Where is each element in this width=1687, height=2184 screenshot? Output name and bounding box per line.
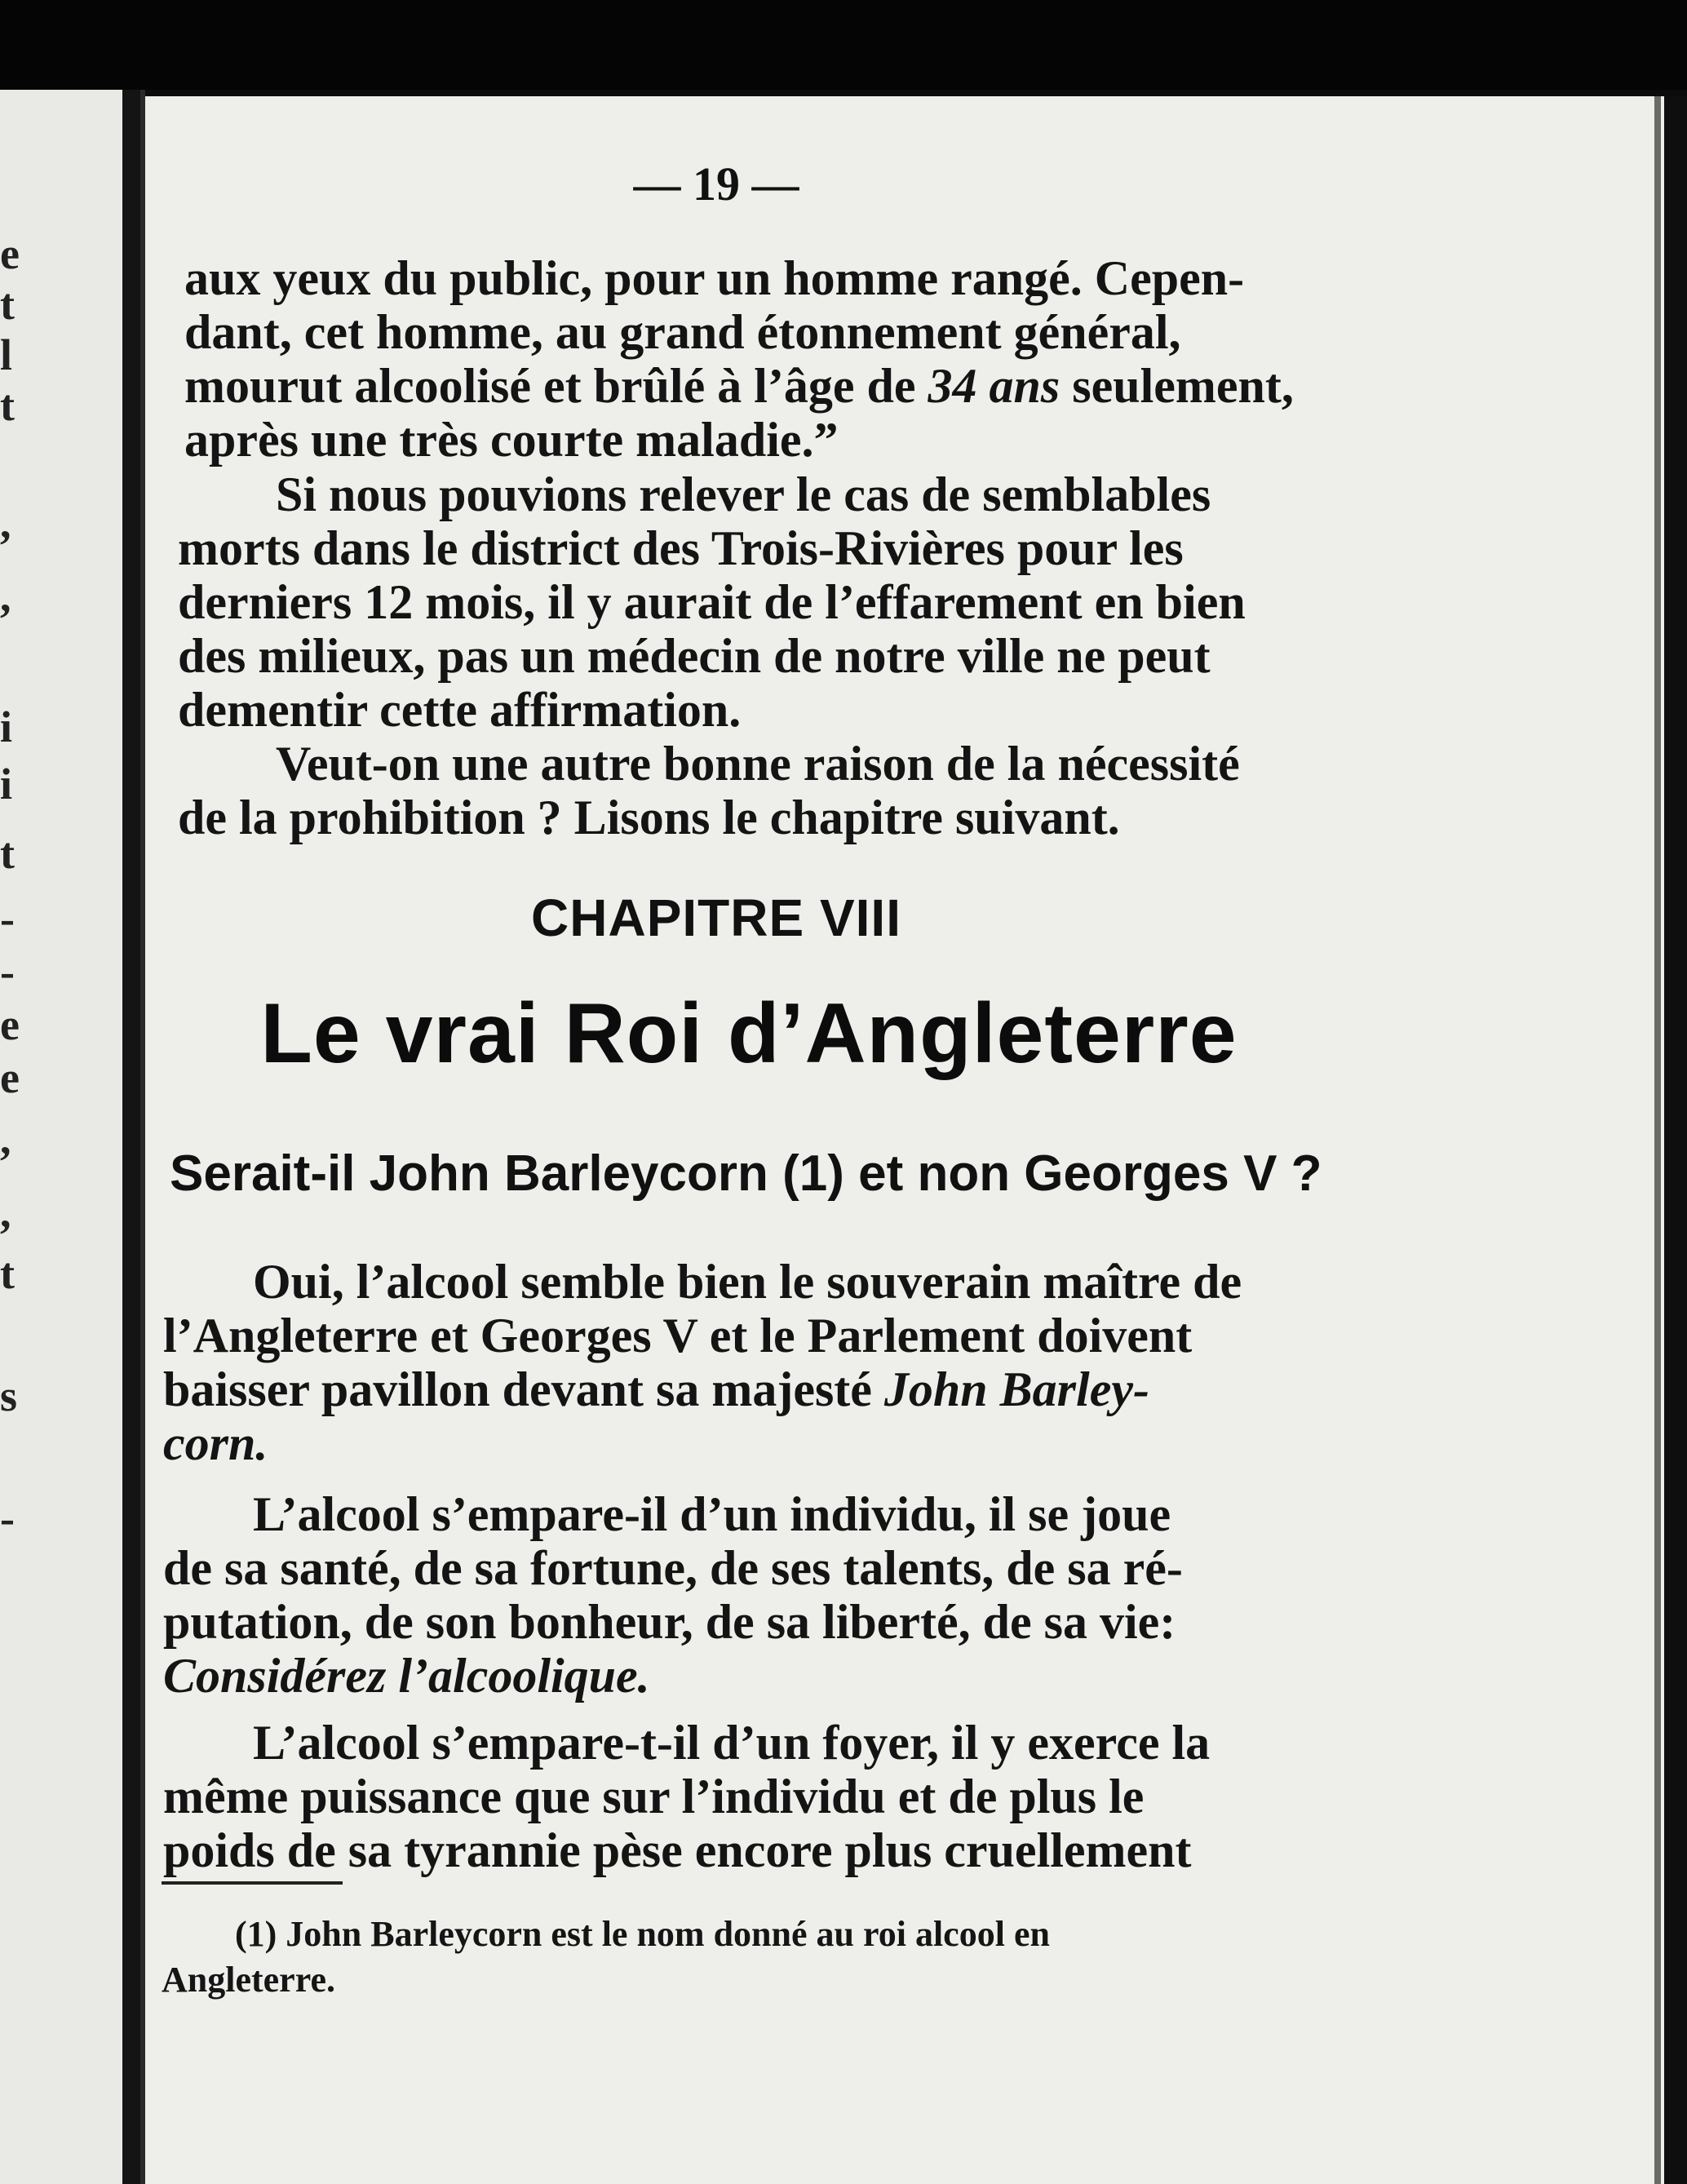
- emphasis-text: 34 ans: [928, 359, 1060, 413]
- adjacent-page-fragment: ,: [0, 1114, 11, 1163]
- footnote: [162, 1912, 1050, 2003]
- text-line: poids de sa tyrannie pèse encore plus cruellement: [163, 1823, 1192, 1877]
- adjacent-page-fragment: t: [0, 280, 15, 329]
- text-run: baisser pavillon devant sa majesté: [163, 1362, 884, 1416]
- adjacent-page-fragment: e: [0, 1000, 20, 1049]
- text-line: des milieux, pas un médecin de notre ville ne peut: [178, 629, 1211, 683]
- footnote-line: (1) John Barleycorn est le nom donné au roi alcool en: [235, 1914, 1050, 1954]
- text-line: corn.: [163, 1416, 268, 1470]
- adjacent-page-fragment: -: [0, 947, 15, 996]
- text-line: de sa santé, de sa fortune, de ses talents, de sa ré-: [163, 1541, 1183, 1595]
- text-line: morts dans le district des Trois-Rivières pour les: [178, 521, 1184, 575]
- text-line: Oui, l’alcool semble bien le souverain maître de: [253, 1255, 1242, 1309]
- text-line: même puissance que sur l’individu et de plus le: [163, 1770, 1145, 1823]
- footnote-line: Angleterre.: [162, 1960, 335, 2000]
- text-line: L’alcool s’empare-t-il d’un foyer, il y exerce la: [253, 1716, 1211, 1770]
- text-line: de la prohibition ? Lisons le chapitre suivant.: [178, 791, 1120, 844]
- adjacent-page-fragment: -: [0, 1494, 15, 1543]
- adjacent-page-fragment: s: [0, 1371, 18, 1420]
- chapter-subtitle: Serait-il John Barleycorn (1) et non Georges V ?: [170, 1145, 1322, 1202]
- adjacent-page-fragment: l: [0, 330, 13, 379]
- adjacent-page-fragment: ,: [0, 498, 11, 547]
- text-line: après une très courte maladie.”: [184, 413, 839, 467]
- book-page: [145, 96, 1664, 2184]
- page-number: — 19 —: [633, 157, 799, 210]
- adjacent-page-fragment: i: [0, 760, 13, 808]
- adjacent-page-fragment: e: [0, 229, 20, 278]
- text-line: l’Angleterre et Georges V et le Parlement doivent: [163, 1309, 1193, 1362]
- text-line: L’alcool s’empare-il d’un individu, il se joue: [253, 1487, 1171, 1541]
- text-line: Considérez l’alcoolique.: [163, 1649, 650, 1703]
- text-run: mourut alcoolisé et brûlé à l’âge de: [184, 359, 928, 413]
- book-gutter: [122, 90, 140, 2184]
- chapter-title: Le vrai Roi d’Angleterre: [260, 986, 1238, 1081]
- adjacent-page-fragment: -: [0, 894, 15, 943]
- emphasis-text: John Barley-: [883, 1362, 1149, 1416]
- chapter-label: CHAPITRE VIII: [531, 888, 901, 947]
- adjacent-page-fragment: t: [0, 829, 15, 878]
- adjacent-page-fragment: ,: [0, 1188, 11, 1237]
- text-run: seulement,: [1060, 359, 1294, 413]
- adjacent-page-strip: [0, 90, 122, 2184]
- footnote-rule: [162, 1881, 343, 1885]
- text-line: Veut-on une autre bonne raison de la nécessité: [276, 737, 1240, 791]
- text-line: aux yeux du public, pour un homme rangé. Cepen-: [184, 251, 1245, 305]
- text-line: dant, cet homme, au grand étonnement général,: [184, 305, 1181, 359]
- page-edge-shadow: [1654, 96, 1661, 2184]
- adjacent-page-fragment: e: [0, 1053, 20, 1102]
- scan-right-border: [1664, 96, 1687, 2184]
- adjacent-page-fragment: i: [0, 702, 13, 751]
- text-line: [184, 359, 1294, 413]
- text-line: putation, de son bonheur, de sa liberté, de sa vie:: [163, 1595, 1176, 1649]
- text-line: derniers 12 mois, il y aurait de l’effarement en bien: [178, 575, 1246, 629]
- adjacent-page-fragment: t: [0, 1249, 15, 1298]
- text-line: [163, 1362, 1149, 1416]
- adjacent-page-fragment: t: [0, 381, 15, 430]
- text-line: dementir cette affirmation.: [178, 683, 742, 737]
- scan-top-border: [0, 0, 1687, 90]
- adjacent-page-fragment: ,: [0, 572, 11, 621]
- text-line: Si nous pouvions relever le cas de semblables: [276, 467, 1211, 521]
